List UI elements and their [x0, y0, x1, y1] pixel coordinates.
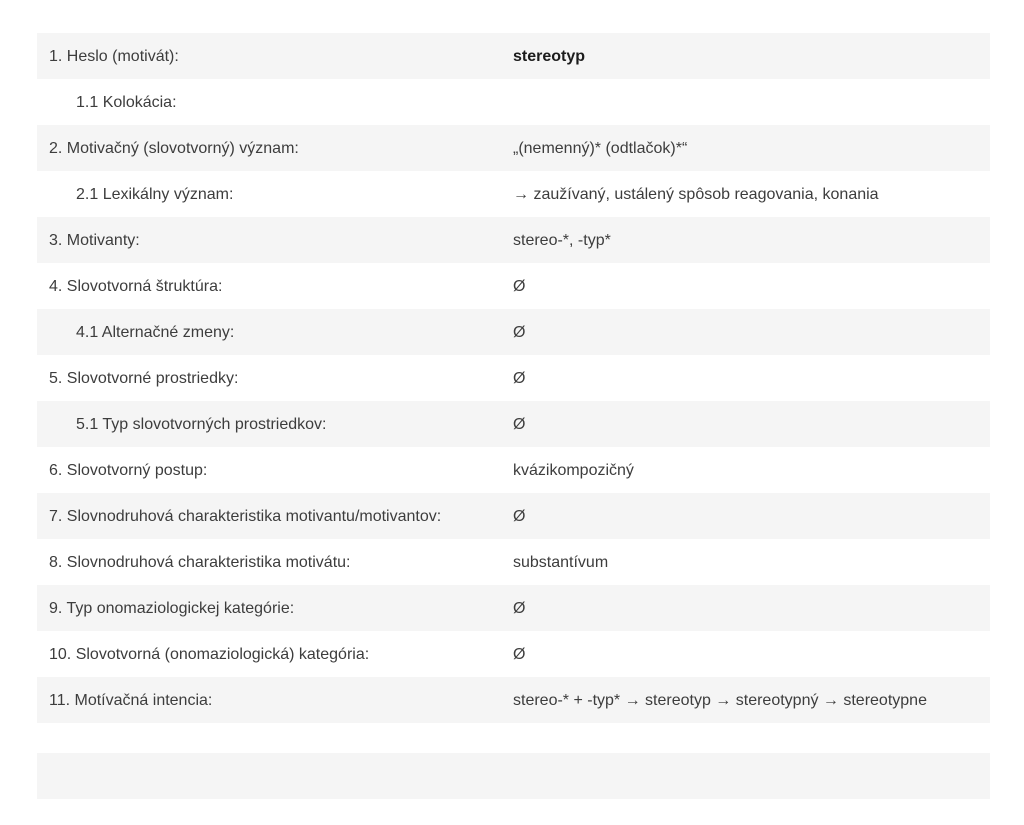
row-label	[37, 33, 512, 79]
row-value	[512, 401, 990, 447]
row-label	[37, 79, 512, 125]
table-row	[37, 539, 990, 585]
table-row	[37, 631, 990, 677]
table-row	[37, 33, 990, 79]
table-row	[37, 217, 990, 263]
row-value	[512, 33, 990, 79]
row-label	[37, 447, 512, 493]
row-value-text: Ø	[513, 369, 526, 387]
row-value	[512, 125, 990, 171]
row-value-text: stereotyp	[513, 47, 586, 65]
table-row	[37, 79, 990, 125]
row-label	[37, 585, 512, 631]
row-value	[512, 677, 990, 723]
row-value-text: Ø	[513, 277, 526, 295]
row-label	[37, 677, 512, 723]
row-value	[512, 631, 990, 677]
row-label-text: 1. Heslo (motivát):	[49, 47, 179, 65]
row-label-text: 2. Motivačný (slovotvorný) význam:	[49, 139, 299, 157]
row-value-text: → zaužívaný, ustálený spôsob reagovania, konania	[513, 185, 879, 203]
row-value	[512, 493, 990, 539]
row-value	[512, 539, 990, 585]
row-label-text: 2.1 Lexikálny význam:	[76, 185, 234, 203]
row-label	[37, 125, 512, 171]
row-label	[37, 171, 512, 217]
row-value-text: stereo-* + -typ* → stereotyp → stereotypný → stereotypne	[513, 691, 927, 709]
row-value	[512, 585, 990, 631]
row-value-text: Ø	[513, 323, 526, 341]
row-value-text: Ø	[513, 507, 526, 525]
row-label-text: 4.1 Alternačné zmeny:	[76, 323, 235, 341]
row-label-text: 8. Slovnodruhová charakteristika motivátu:	[49, 553, 351, 571]
table-row	[37, 309, 990, 355]
row-label	[37, 493, 512, 539]
row-value	[512, 217, 990, 263]
row-value	[512, 447, 990, 493]
table-row	[37, 585, 990, 631]
row-label-text: 4. Slovotvorná štruktúra:	[49, 277, 223, 295]
row-label-text: 10. Slovotvorná (onomaziologická) kategória:	[49, 645, 370, 663]
row-label	[37, 309, 512, 355]
row-label-text: 7. Slovnodruhová charakteristika motivantu/motivantov:	[49, 507, 442, 525]
row-value-text: „(nemenný)* (odtlačok)*“	[513, 139, 688, 157]
row-label	[37, 631, 512, 677]
row-label-text: 5. Slovotvorné prostriedky:	[49, 369, 239, 387]
row-label	[37, 401, 512, 447]
row-label-text: 11. Motívačná intencia:	[49, 691, 213, 709]
row-value	[512, 355, 990, 401]
row-value	[512, 309, 990, 355]
row-label	[37, 217, 512, 263]
row-label-text: 3. Motivanty:	[49, 231, 140, 249]
row-value-text: substantívum	[513, 553, 609, 571]
table-row	[37, 171, 990, 217]
table-row	[37, 447, 990, 493]
row-label-text: 5.1 Typ slovotvorných prostriedkov:	[76, 415, 327, 433]
row-value	[512, 263, 990, 309]
row-value-text: stereo-*, -typ*	[513, 231, 611, 249]
table-row	[37, 125, 990, 171]
row-label-text: 9. Typ onomaziologickej kategórie:	[49, 599, 295, 617]
row-value-text: kvázikompozičný	[513, 461, 634, 479]
row-label-text: 1.1 Kolokácia:	[76, 93, 177, 111]
row-value	[512, 79, 990, 125]
row-value	[512, 171, 990, 217]
row-value-text: Ø	[513, 415, 526, 433]
row-value-text: Ø	[513, 645, 526, 663]
table-row	[37, 401, 990, 447]
table-row	[37, 493, 990, 539]
row-label	[37, 355, 512, 401]
lexical-motivation-table	[37, 33, 990, 799]
row-label	[37, 263, 512, 309]
table-row-empty	[37, 723, 990, 753]
row-label	[37, 539, 512, 585]
row-value-text: Ø	[513, 599, 526, 617]
table-row	[37, 677, 990, 723]
table-row-empty	[37, 753, 990, 799]
table-row	[37, 355, 990, 401]
table-row	[37, 263, 990, 309]
row-label-text: 6. Slovotvorný postup:	[49, 461, 208, 479]
